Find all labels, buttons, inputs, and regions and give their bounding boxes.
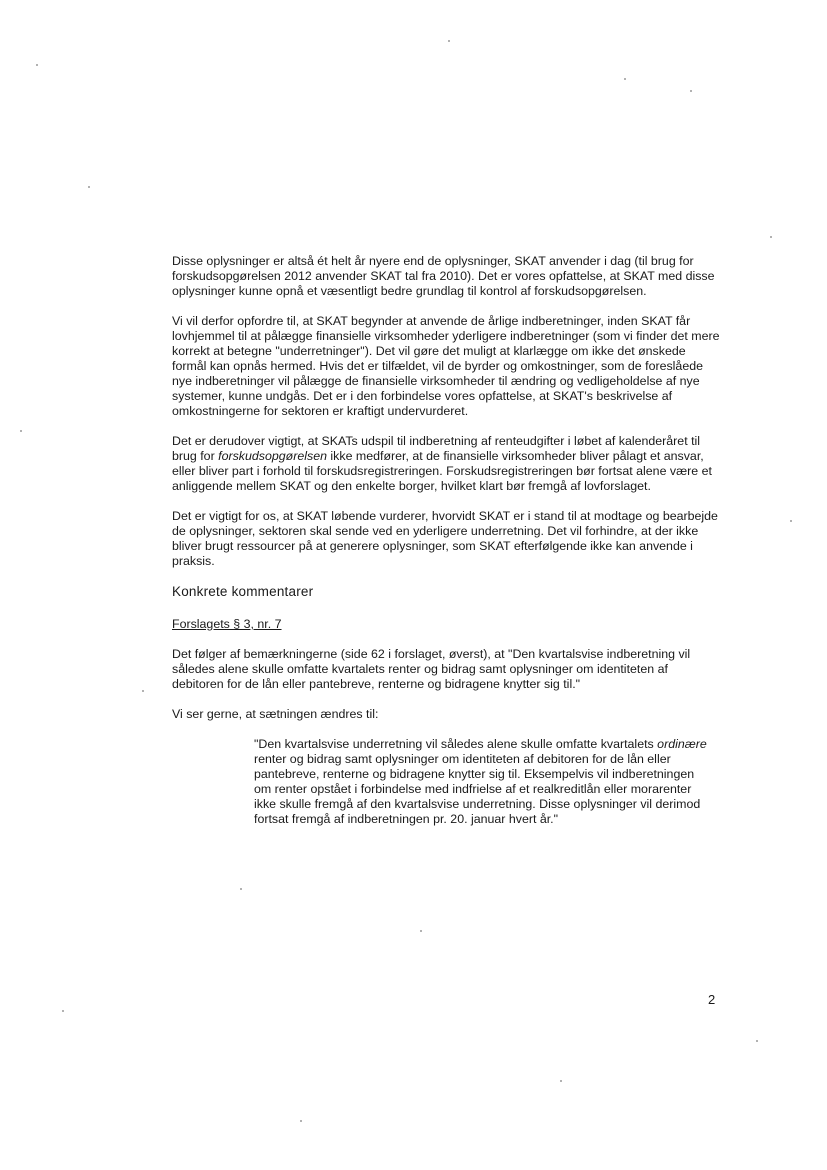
scan-speck xyxy=(300,1120,302,1122)
paragraph-bemaerkninger: Det følger af bemærkningerne (side 62 i forslaget, øverst), at "Den kvartalsvise indberetning vil således alene skulle omfatte kvartalets renter og bidrag samt oplysninger om identiteten af debitoren for de lån eller pantebreve, renterne og bidragene knytter sig til." xyxy=(172,647,691,691)
scan-speck xyxy=(448,40,450,42)
scan-speck xyxy=(420,930,422,932)
scan-speck xyxy=(790,520,792,522)
paragraph-ansvar-italic: forskudsopgørelsen xyxy=(218,449,327,463)
scan-speck xyxy=(20,430,22,432)
block-quote-start: "Den kvartalsvise underretning vil således alene skulle omfatte kvartalets xyxy=(254,737,658,751)
paragraph-vurdering: Det er vigtigt for os, at SKAT løbende vurderer, hvorvidt SKAT er i stand til at modtage og bearbejde de oplysninger, sektoren skal sende ved en yderligere underretning. Det vil forhindre, at der ikke bliver brugt ressourcer på at generere oplysninger, som SKAT efterfølgende ikke kan anvende i praksis. xyxy=(172,509,718,568)
block-quote xyxy=(254,737,714,827)
paragraph-ansvar-end: ikke medfører, at de finansielle virksomheder bliver pålagt et ansvar, eller bliver part i forhold til forskudsregistreringen. Forskudsregistreringen bør fortsat alene være et anliggende mellem SKAT og den enkelte borger, hvilket klart bør fremgå af lovforslaget. xyxy=(172,449,712,493)
scan-speck xyxy=(560,1080,562,1082)
section-heading: Konkrete kommentarer xyxy=(172,584,314,599)
paragraph-ansvar xyxy=(172,434,720,494)
scan-speck xyxy=(690,90,692,92)
scan-speck xyxy=(770,236,772,238)
block-quote-italic: ordinære xyxy=(657,737,707,751)
scan-speck xyxy=(88,186,90,188)
scan-speck xyxy=(756,1040,758,1042)
block-quote-end: renter og bidrag samt oplysninger om identiteten af debitoren for de lån eller pantebreve, renterne og bidragene knytter sig til. Eksempelvis vil indberetningen om renter opstået i forbindelse med indfrielse af et realkreditlån eller morarenter ikke skulle fremgå af den kvartalsvise underretning. Disse oplysninger vil derimod fortsat fremgå af indberetningen pr. 20. januar hvert år." xyxy=(254,752,701,826)
scan-speck xyxy=(624,78,626,80)
paragraph-forskudsopgoerelse: Disse oplysninger er altså ét helt år nyere end de oplysninger, SKAT anvender i dag (til brug for forskudsopgørelsen 2012 anvender SKAT tal fra 2010). Det er vores opfattelse, at SKAT med disse oplysninger kunne opnå et væsentligt bedre grundlag til kontrol af forskudsopgørelsen. xyxy=(172,254,715,298)
paragraph-ansvar-start: Det er derudover vigtigt, at SKATs udspil til indberetning af renteudgifter i løbet af kalenderåret til brug for xyxy=(172,434,701,463)
scan-speck xyxy=(240,888,242,890)
paragraph-aendring: Vi ser gerne, at sætningen ændres til: xyxy=(172,707,379,721)
paragraph-opfordring: Vi vil derfor opfordre til, at SKAT begynder at anvende de årlige indberetninger, inden SKAT får lovhjemmel til at pålægge finansielle virksomheder yderligere indberetninger (som vi finder det mere korrekt at betegne "underretninger"). Det vil gøre det muligt at klarlægge om ikke det ønskede formål kan opnås hermed. Hvis det er tilfældet, vil de byrder og omkostninger, som de foreslåede nye indberetninger vil pålægge de finansielle virksomheder til ændring og vedligeholdelse af nye systemer, kunne undgås. Det er i den forbindelse vores opfattelse, at SKAT's beskrivelse af omkostningerne for sektoren er kraftigt undervurderet. xyxy=(172,314,720,418)
scan-speck xyxy=(62,1010,64,1012)
document-body xyxy=(172,254,720,842)
scan-speck xyxy=(142,690,144,692)
page-number: 2 xyxy=(708,992,716,1007)
scan-speck xyxy=(36,64,38,66)
section-subheading: Forslagets § 3, nr. 7 xyxy=(172,617,282,631)
